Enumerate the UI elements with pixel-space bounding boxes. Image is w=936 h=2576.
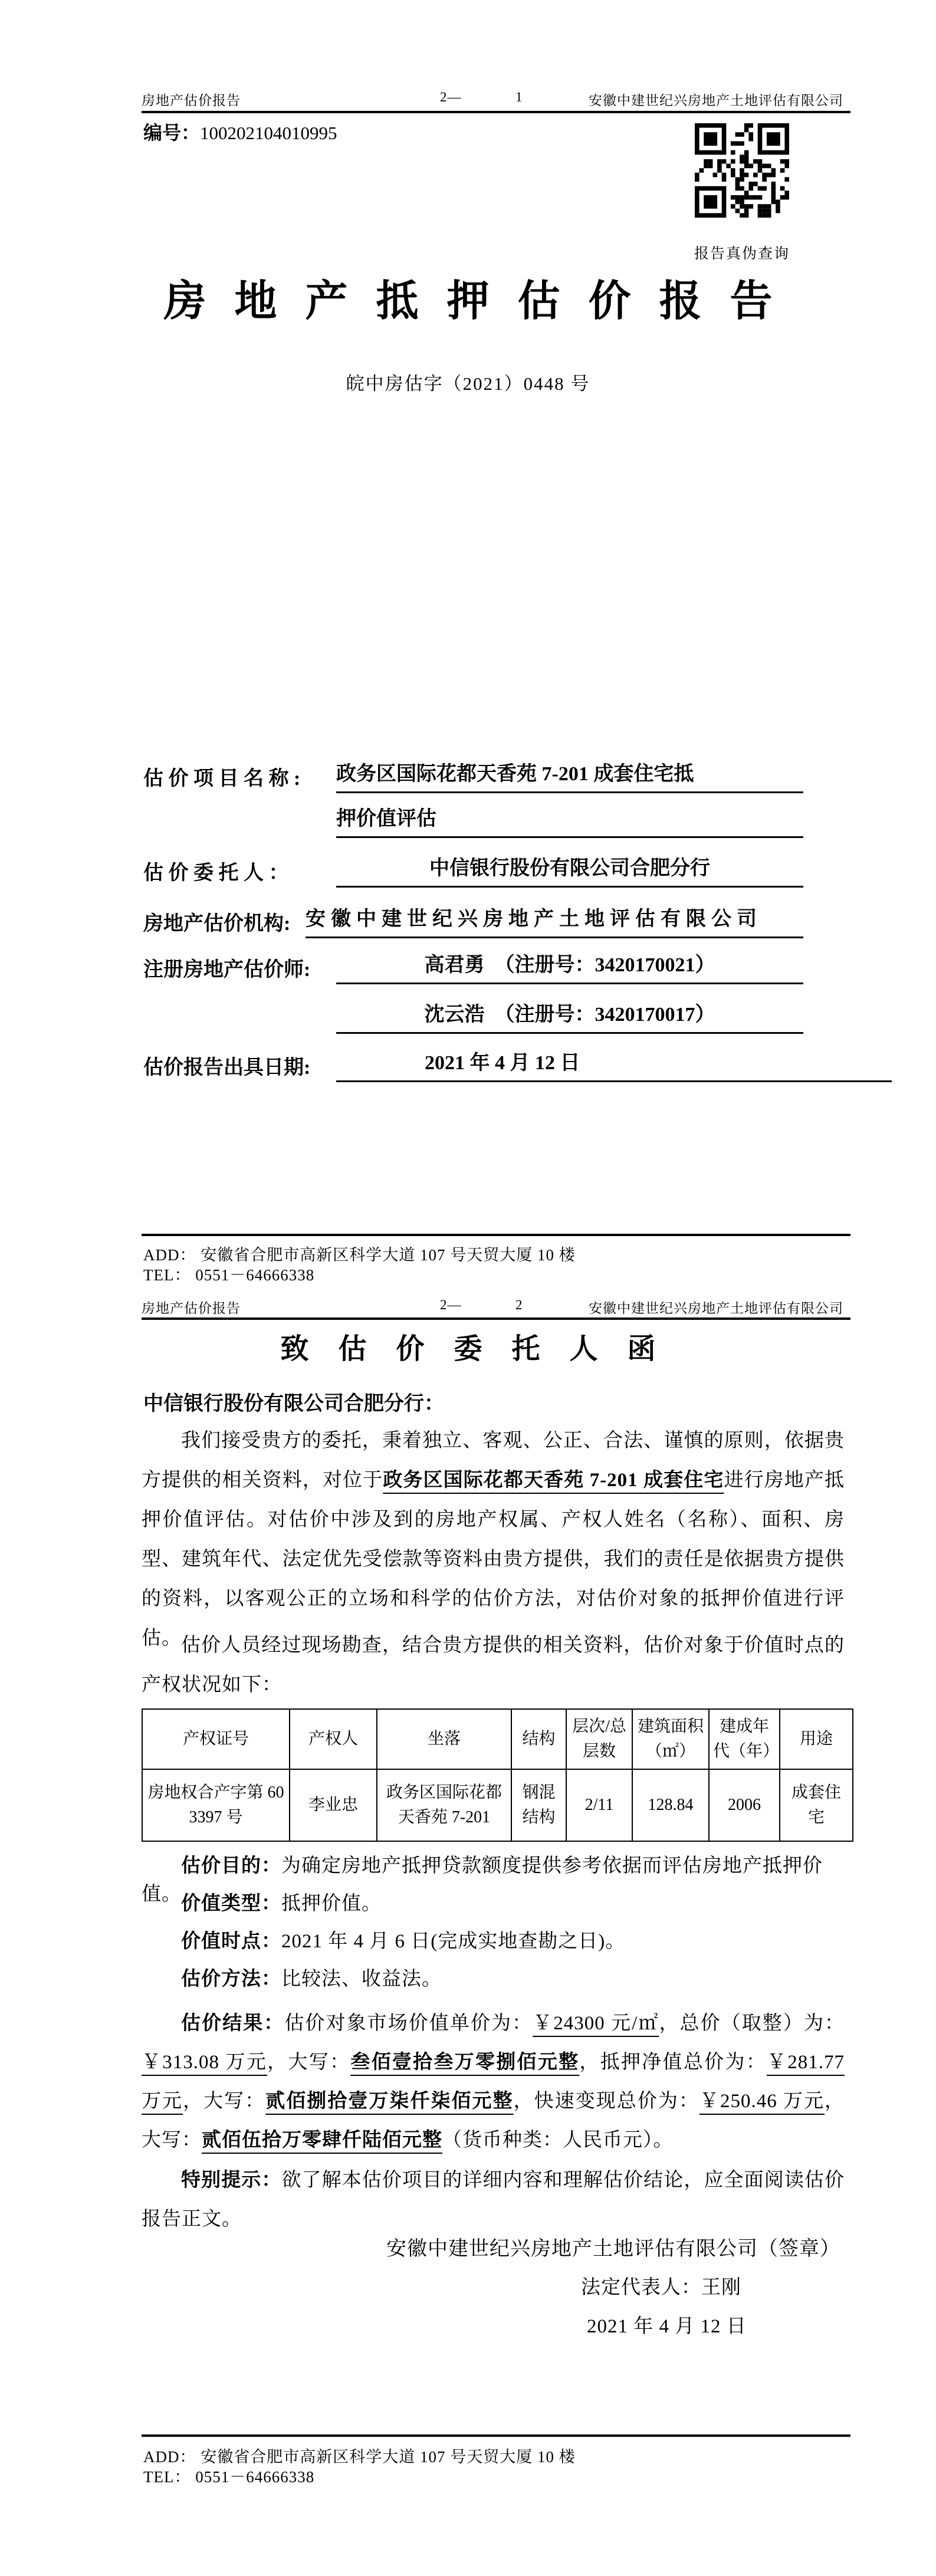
special-note <box>142 2161 845 2239</box>
property-table <box>142 1708 853 1842</box>
col-location: 坐落 <box>377 1709 511 1769</box>
special-note-text: 欲了解本估价项目的详细内容和理解估价结论，应全面阅读估价报告正文。 <box>142 2170 845 2230</box>
letter-paragraph-1 <box>142 1421 845 1658</box>
report-serial-label: 编号： <box>143 122 201 143</box>
section-value-type-text: 抵押价值。 <box>281 1893 382 1914</box>
page2-footer-address: ADD： 安徽省合肥市高新区科学大道 107 号天贸大厦 10 楼 <box>143 2448 576 2466</box>
result-quick-caps: 贰佰伍拾万零肆仟陆佰元整 <box>202 2130 442 2151</box>
result-total-price: ￥313.08 万元 <box>142 2052 268 2073</box>
result-mid1: ，总价（取整）为： <box>659 2013 845 2034</box>
page2-header-page-prefix: 2— <box>440 1297 462 1312</box>
col-area: 建筑面积（㎡） <box>632 1709 709 1769</box>
table-header-row <box>142 1709 853 1769</box>
field-agency-label: 房地产估价机构: <box>143 913 291 935</box>
section-purpose-text: 为确定房地产抵押贷款额度提供参考依据而评估房地产抵押价值。 <box>142 1855 823 1905</box>
page2-footer-phone: TEL： 0551－64666338 <box>143 2468 315 2486</box>
section-method-text: 比较法、收益法。 <box>281 1969 442 1990</box>
col-owner: 产权人 <box>290 1709 377 1769</box>
result-mid5: ，快速变现总价为： <box>513 2091 699 2112</box>
report-title: 房地产抵押估价报告 <box>163 278 801 325</box>
letter-paragraph-2: 估价人员经过现场勘查，结合贵方提供的相关资料，估价对象于价值时点的产权状况如下： <box>142 1635 845 1696</box>
field-project-label: 估 价 项 目 名 称 : <box>143 768 301 790</box>
col-cert-no: 产权证号 <box>142 1709 290 1769</box>
col-year-built: 建成年代（年） <box>709 1709 780 1769</box>
result-mid4: ，大写： <box>183 2091 266 2112</box>
section-value-type <box>142 1890 845 1918</box>
col-floor: 层次/总层数 <box>566 1709 632 1769</box>
field-appraiser1-label: 注册房地产估价师: <box>143 959 311 981</box>
letter-salutation: 中信银行股份有限公司合肥分行： <box>143 1393 444 1415</box>
cell-year-built: 2006 <box>709 1769 780 1841</box>
cell-location: 政务区国际花都天香苑 7-201 <box>377 1769 511 1841</box>
section-purpose-label: 估价目的： <box>181 1855 281 1877</box>
col-use: 用途 <box>780 1709 853 1769</box>
field-report-date-label: 估价报告出具日期: <box>143 1057 311 1079</box>
section-value-type-label: 价值类型： <box>181 1893 281 1914</box>
section-value-date-label: 价值时点： <box>181 1931 281 1952</box>
result-unit-price: ￥24300 元/㎡ <box>533 2013 659 2034</box>
table-row <box>142 1769 853 1841</box>
cell-floor: 2/11 <box>566 1769 632 1841</box>
section-method-label: 估价方法： <box>181 1969 281 1990</box>
field-project-value-line1: 政务区国际花都天香苑 7-201 成套住宅抵 <box>336 760 803 793</box>
qr-code <box>695 123 789 218</box>
page2-header-rule <box>142 1317 850 1320</box>
page1-header-rule <box>142 111 850 113</box>
signature-company: 安徽中建世纪兴房地产土地评估有限公司（签章） <box>386 2238 840 2260</box>
page1-footer-phone: TEL： 0551－64666338 <box>143 1266 315 1284</box>
page1-footer-rule <box>142 1234 850 1236</box>
col-structure: 结构 <box>511 1709 566 1769</box>
legal-representative: 法定代表人：王刚 <box>581 2277 741 2298</box>
field-client-label: 估 价 委 托 人 ： <box>143 862 289 884</box>
report-serial <box>143 118 337 145</box>
result-mid6: ，大写： <box>142 2091 845 2151</box>
valuation-result <box>142 2004 845 2160</box>
page2-footer-rule <box>142 2434 850 2437</box>
qr-caption: 报告真伪查询 <box>694 246 790 262</box>
result-intro: 估价对象市场价值单价为： <box>284 2013 533 2034</box>
result-total-caps: 叁佰壹拾叁万零捌佰元整 <box>350 2052 580 2073</box>
report-doc-number: 皖中房估字（2021）0448 号 <box>346 373 590 394</box>
section-value-date <box>142 1927 845 1956</box>
result-mid2: ，大写： <box>267 2052 351 2073</box>
page1-footer-address: ADD： 安徽省合肥市高新区科学大道 107 号天贸大厦 10 楼 <box>143 1246 576 1264</box>
cell-structure: 钢混结构 <box>511 1769 566 1841</box>
page1-header-page-number: 1 <box>515 90 523 104</box>
field-project-value-line2: 押价值评估 <box>336 804 803 838</box>
page2-header-doc-type: 房地产估价报告 <box>142 1301 241 1316</box>
para1-subject: 政务区国际花都天香苑 7-201 成套住宅 <box>383 1470 724 1491</box>
cell-use: 成套住宅 <box>780 1769 853 1841</box>
result-label: 估价结果： <box>181 2013 285 2034</box>
cell-cert-no: 房地权合产字第 603397 号 <box>142 1769 290 1841</box>
page2-header-company: 安徽中建世纪兴房地产土地评估有限公司 <box>589 1301 843 1316</box>
field-client-value: 中信银行股份有限公司合肥分行 <box>336 854 803 888</box>
para1-text-1: 我们接受贵方的委托，秉着独立、客观、公正、合法、谨慎的原则，依据贵方提供的相关资料，对位于 <box>142 1430 845 1491</box>
result-net-price: ￥281.77 万元 <box>142 2052 845 2112</box>
letter-title: 致估价委托人函 <box>280 1333 685 1365</box>
result-net-caps: 贰佰捌拾壹万柒仟柒佰元整 <box>265 2091 514 2112</box>
para1-text-2: 进行房地产抵押价值评估。对估价中涉及到的房地产权属、产权人姓名（名称）、面积、房型、建筑年代、法定优先受偿款等资料由贵方提供，我们的责任是依据贵方提供的资料，以客观公正的立场和科学的估价方法，对估价对象的抵押价值进行评估。 <box>142 1470 845 1649</box>
page1-header-page-prefix: 2— <box>440 90 462 104</box>
page1-header-doc-type: 房地产估价报告 <box>142 93 241 108</box>
field-appraiser2-value: 沈云浩 （注册号：3420170017） <box>336 1000 803 1034</box>
report-serial-number: 100202104010995 <box>200 123 337 143</box>
special-note-label: 特别提示： <box>181 2170 282 2191</box>
signature-date: 2021 年 4 月 12 日 <box>587 2316 747 2337</box>
field-agency-value: 安徽中建世纪兴房地产土地评估有限公司 <box>306 905 803 938</box>
result-tail: （货币种类：人民币元）。 <box>442 2130 674 2151</box>
page2-header-page-number: 2 <box>515 1297 523 1312</box>
result-mid3: ，抵押净值总价为： <box>579 2052 767 2073</box>
section-method <box>142 1965 845 1993</box>
page1-header-company: 安徽中建世纪兴房地产土地评估有限公司 <box>589 93 843 108</box>
section-value-date-text: 2021 年 4 月 6 日(完成实地查勘之日)。 <box>281 1931 626 1952</box>
field-report-date-value: 2021 年 4 月 12 日 <box>336 1049 892 1082</box>
result-quick-price: ￥250.46 万元 <box>699 2091 825 2112</box>
cell-owner: 李业忠 <box>290 1769 377 1841</box>
cell-area: 128.84 <box>632 1769 709 1841</box>
field-appraiser1-value: 高君勇 （注册号：3420170021） <box>336 951 803 984</box>
